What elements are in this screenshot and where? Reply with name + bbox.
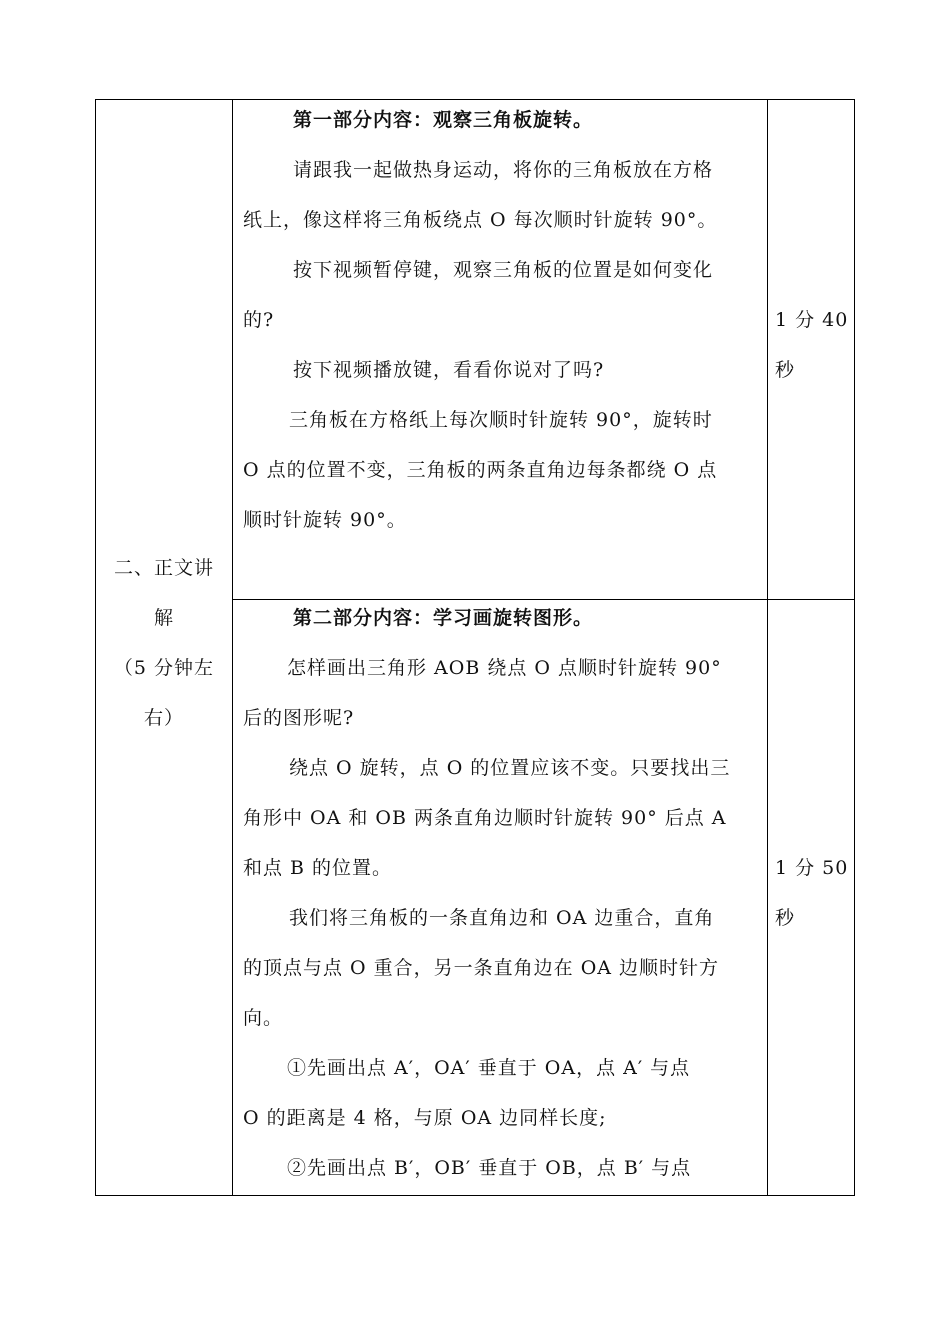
part2-heading: 第二部分内容：学习画旋转图形。 [293,607,594,629]
part2-line: 的顶点与点 O 重合，另一条直角边在 OA 边顺时针方 [243,957,720,979]
part2-line: 角形中 OA 和 OB 两条直角边顺时针旋转 90° 后点 A [243,807,727,829]
part1-line: 三角板在方格纸上每次顺时针旋转 90°，旋转时 [289,409,713,431]
section-label-line: 右） [143,707,184,729]
part2-line: 向。 [243,1007,284,1029]
part2-line: 后的图形呢? [243,707,355,729]
part2-line: 怎样画出三角形 AOB 绕点 O 点顺时针旋转 90° [287,657,722,679]
part2-time-line: 秒 [775,907,796,929]
part1-line: O 点的位置不变，三角板的两条直角边每条都绕 O 点 [243,459,718,481]
part2-time-line: 1 分 50 [775,857,849,879]
column-divider-1 [232,100,233,1195]
part1-line: 按下视频播放键，看看你说对了吗? [293,359,605,381]
part1-line: 纸上，像这样将三角板绕点 O 每次顺时针旋转 90°。 [243,209,718,231]
column-divider-2 [767,100,768,1195]
part2-line: 我们将三角板的一条直角边和 OA 边重合，直角 [289,907,715,929]
section-label-line: 二、正文讲 [113,557,214,579]
part1-line: 的? [243,309,275,331]
part2-line: ①先画出点 A′，OA′ 垂直于 OA，点 A′ 与点 [287,1057,691,1079]
part1-line: 按下视频暂停键，观察三角板的位置是如何变化 [293,259,714,281]
part2-line: O 的距离是 4 格，与原 OA 边同样长度; [243,1107,607,1129]
part1-time-line: 秒 [775,359,796,381]
section-label-line: 解 [153,607,174,629]
part1-heading: 第一部分内容：观察三角板旋转。 [293,109,594,131]
part2-line: 和点 B 的位置。 [243,857,393,879]
part1-line: 顺时针旋转 90°。 [243,509,407,531]
part1-line: 请跟我一起做热身运动，将你的三角板放在方格 [293,159,714,181]
part1-time-line: 1 分 40 [775,309,849,331]
part2-line: 绕点 O 旋转，点 O 的位置应该不变。只要找出三 [289,757,731,779]
section-label-line: （5 分钟左 [113,657,215,679]
part2-line: ②先画出点 B′，OB′ 垂直于 OB，点 B′ 与点 [287,1157,692,1179]
